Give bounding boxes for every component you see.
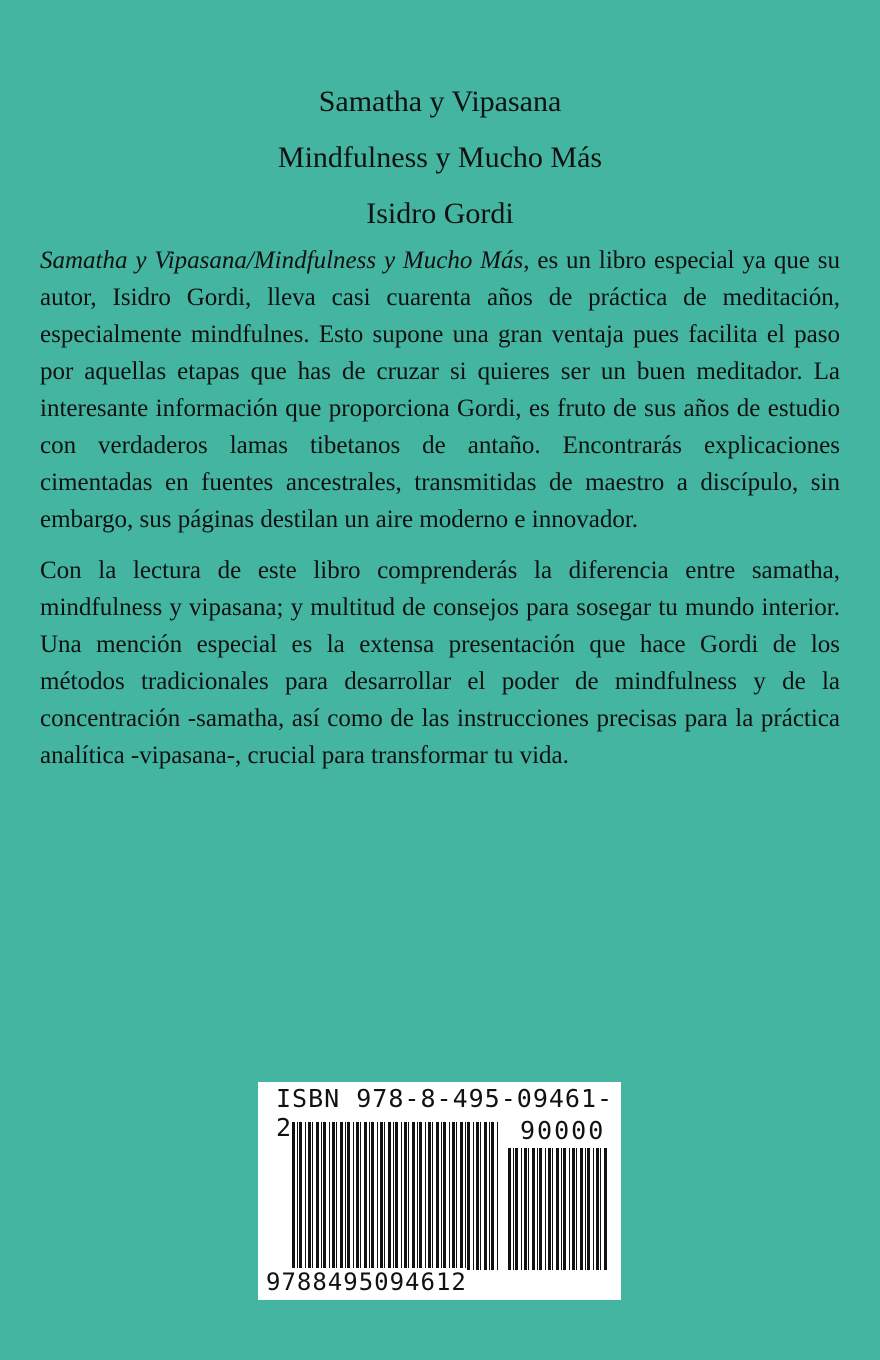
- book-subtitle: Mindfulness y Mucho Más: [277, 141, 603, 174]
- barcode-bar: [347, 1122, 350, 1270]
- barcode-bar: [323, 1122, 326, 1270]
- barcode-bar: [491, 1122, 494, 1270]
- barcode-bar: [604, 1148, 607, 1270]
- barcode-bar: [380, 1122, 383, 1270]
- barcode-bar: [384, 1122, 385, 1270]
- barcode-bar: [297, 1122, 298, 1270]
- barcode-bar: [443, 1122, 446, 1270]
- barcode-bar: [572, 1148, 575, 1270]
- isbn-label: ISBN 978-8-495-09461-2: [276, 1084, 614, 1142]
- barcode-bar: [412, 1122, 415, 1270]
- description-paragraph-1-text: , es un libro especial ya que su autor, Isidro Gordi, lleva casi cuarenta años de práctica de meditación, especialmente mindfulnes. Esto supone una gran ventaja pues facilita el paso por aquellas etapas que has de cruzar si quieres ser un buen meditador. La interesante información que proporciona Gordi, es fruto de sus años de estudio con verdaderos lamas tibetanos de antaño. Encontrarás explicaciones cimentadas en fuentes ancestrales, transmitidas de maestro a discípulo, sin embargo, sus páginas destilan un aire moderno e innovador.: [40, 247, 841, 533]
- barcode-bar: [360, 1122, 361, 1270]
- barcode-bar: [336, 1122, 337, 1270]
- barcode-bar: [545, 1148, 546, 1270]
- barcode-bar: [576, 1148, 577, 1270]
- barcode-bar: [524, 1148, 527, 1270]
- barcode-bar: [521, 1148, 522, 1270]
- barcode-bar: [305, 1122, 306, 1270]
- barcode-bar: [600, 1148, 601, 1270]
- barcode-bar: [292, 1122, 295, 1270]
- barcode-bar: [508, 1148, 511, 1270]
- barcode-bar: [452, 1122, 455, 1270]
- barcode-bar: [395, 1122, 398, 1270]
- barcode-bar: [417, 1122, 418, 1270]
- barcode-bar: [308, 1122, 311, 1270]
- barcode-bar: [425, 1122, 426, 1270]
- barcode-bar: [436, 1122, 439, 1270]
- barcode-bar: [561, 1148, 562, 1270]
- barcode-bar: [449, 1122, 450, 1270]
- barcode-bar: [441, 1122, 442, 1270]
- barcode-bar: [364, 1122, 367, 1270]
- barcode-ean-number: 9788495094612: [266, 1268, 467, 1296]
- description-paragraph-1: [40, 242, 840, 538]
- barcode-bar: [528, 1148, 529, 1270]
- barcode-bar: [467, 1122, 470, 1270]
- book-title: Samatha y Vipasana: [318, 85, 562, 118]
- barcode-bar: [356, 1122, 359, 1270]
- book-author: Isidro Gordi: [366, 197, 514, 230]
- description-title-italic: Samatha y Vipasana/Mindfulness y Mucho Más: [40, 247, 524, 274]
- barcode-bar: [473, 1122, 474, 1270]
- barcode-bar: [312, 1122, 313, 1270]
- barcode-bar: [299, 1122, 302, 1270]
- barcode-bar: [563, 1148, 566, 1270]
- barcode-bar: [316, 1122, 319, 1270]
- barcode-bar: [401, 1122, 402, 1270]
- barcode-bar: [548, 1148, 551, 1270]
- barcode-bar: [404, 1122, 407, 1270]
- book-description: [40, 242, 840, 788]
- description-paragraph-2: Con la lectura de este libro comprenderás la diferencia entre samatha, mindfulness y vipasana; y multitud de consejos para sosegar tu mundo interior. Una mención especial es la extensa presentación que hace Gordi de los métodos tradicionales para desarrollar el poder de mindfulness y de la concentración -samatha, así como de las instrucciones precisas para la práctica analítica -vipasana-, crucial para transformar tu vida.: [40, 557, 840, 769]
- barcode-bar: [489, 1122, 490, 1270]
- barcode-bar: [587, 1148, 590, 1270]
- barcode-bar: [593, 1148, 594, 1270]
- barcode-bar: [428, 1122, 431, 1270]
- barcode-bar: [371, 1122, 374, 1270]
- barcode-bar: [460, 1122, 463, 1270]
- barcode-bar: [569, 1148, 570, 1270]
- barcode-bar: [465, 1122, 466, 1270]
- barcode-bar: [369, 1122, 370, 1270]
- barcode-bar: [432, 1122, 433, 1270]
- cover-titles: [0, 74, 880, 242]
- barcode-bar: [377, 1122, 378, 1270]
- barcode-bar: [513, 1148, 514, 1270]
- barcode-bar: [321, 1122, 322, 1270]
- barcode-bar: [388, 1122, 391, 1270]
- barcode-bar: [332, 1122, 335, 1270]
- barcode-bar: [539, 1148, 542, 1270]
- barcode-bar: [552, 1148, 553, 1270]
- barcode-bar: [353, 1122, 354, 1270]
- barcode-addon-number: 90000: [520, 1116, 606, 1145]
- barcode-bar: [419, 1122, 422, 1270]
- barcode-bar: [537, 1148, 538, 1270]
- barcode-bar: [596, 1148, 599, 1270]
- barcode-bar: [480, 1122, 481, 1270]
- barcode-bar: [580, 1148, 583, 1270]
- barcode-bar: [456, 1122, 457, 1270]
- isbn-barcode: [258, 1082, 621, 1300]
- barcode-bar: [532, 1148, 535, 1270]
- barcode-bar: [329, 1122, 330, 1270]
- barcode-bar: [476, 1122, 479, 1270]
- barcode-bar: [393, 1122, 394, 1270]
- barcode-bar: [408, 1122, 409, 1270]
- barcode-bar: [556, 1148, 559, 1270]
- barcode-bar: [340, 1122, 343, 1270]
- barcode-bar: [497, 1122, 498, 1270]
- barcode-bar: [515, 1148, 518, 1270]
- barcode-bar: [585, 1148, 586, 1270]
- barcode-bar: [345, 1122, 346, 1270]
- barcode-bar: [484, 1122, 487, 1270]
